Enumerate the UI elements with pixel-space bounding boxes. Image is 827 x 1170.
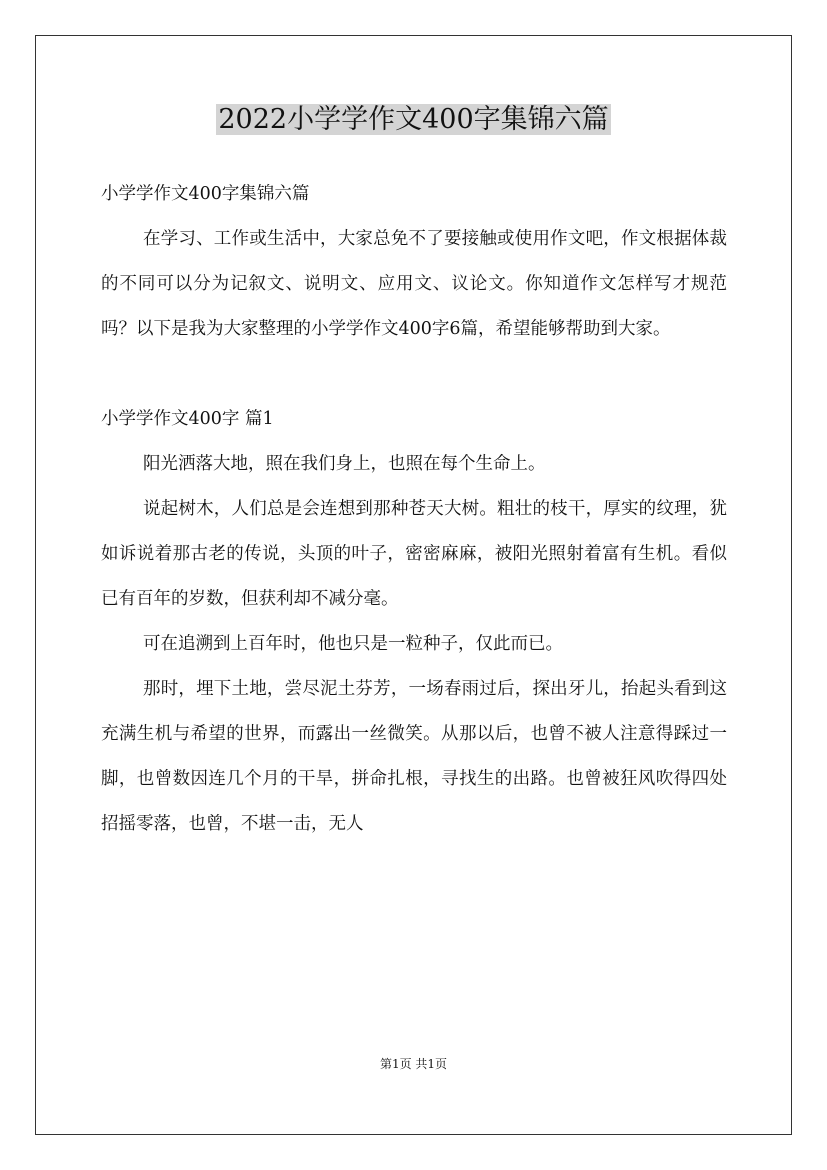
body-paragraph-4: 那时，埋下土地，尝尽泥土芬芳，一场春雨过后，探出牙儿，抬起头看到这充满生机与希望的世界，而露出一丝微笑。从那以后，也曾不被人注意得踩过一脚，也曾数因连几个月的干旱，拼命扎根，寻找生的出路。也曾被狂风吹得四处招摇零落，也曾，不堪一击，无人 bbox=[101, 679, 727, 834]
intro-paragraph: 在学习、工作或生活中，大家总免不了要接触或使用作文吧，作文根据体裁的不同可以分为记叙文、说明文、应用文、议论文。你知道作文怎样写才规范吗？以下是我为大家整理的小学学作文400字6篇，希望能够帮助到大家。 bbox=[101, 229, 727, 339]
document-body bbox=[101, 172, 727, 847]
document-title bbox=[0, 100, 827, 140]
page-footer: 第1页 共1页 bbox=[379, 1057, 448, 1071]
document-title-text: 2022小学学作文400字集锦六篇 bbox=[218, 104, 609, 135]
body-paragraph-2: 说起树木，人们总是会连想到那种苍天大树。粗壮的枝干，厚实的纹理，犹如诉说着那古老的传说，头顶的叶子，密密麻麻，被阳光照射着富有生机。看似已有百年的岁数，但获利却不减分毫。 bbox=[101, 499, 727, 609]
document-subtitle: 小学学作文400字集锦六篇 bbox=[101, 184, 310, 204]
section-spacer bbox=[101, 352, 727, 397]
section-heading: 小学学作文400字 篇1 bbox=[101, 409, 274, 429]
body-paragraph-3: 可在追溯到上百年时，他也只是一粒种子，仅此而已。 bbox=[143, 634, 563, 654]
body-paragraph-1: 阳光洒落大地，照在我们身上，也照在每个生命上。 bbox=[143, 454, 546, 474]
